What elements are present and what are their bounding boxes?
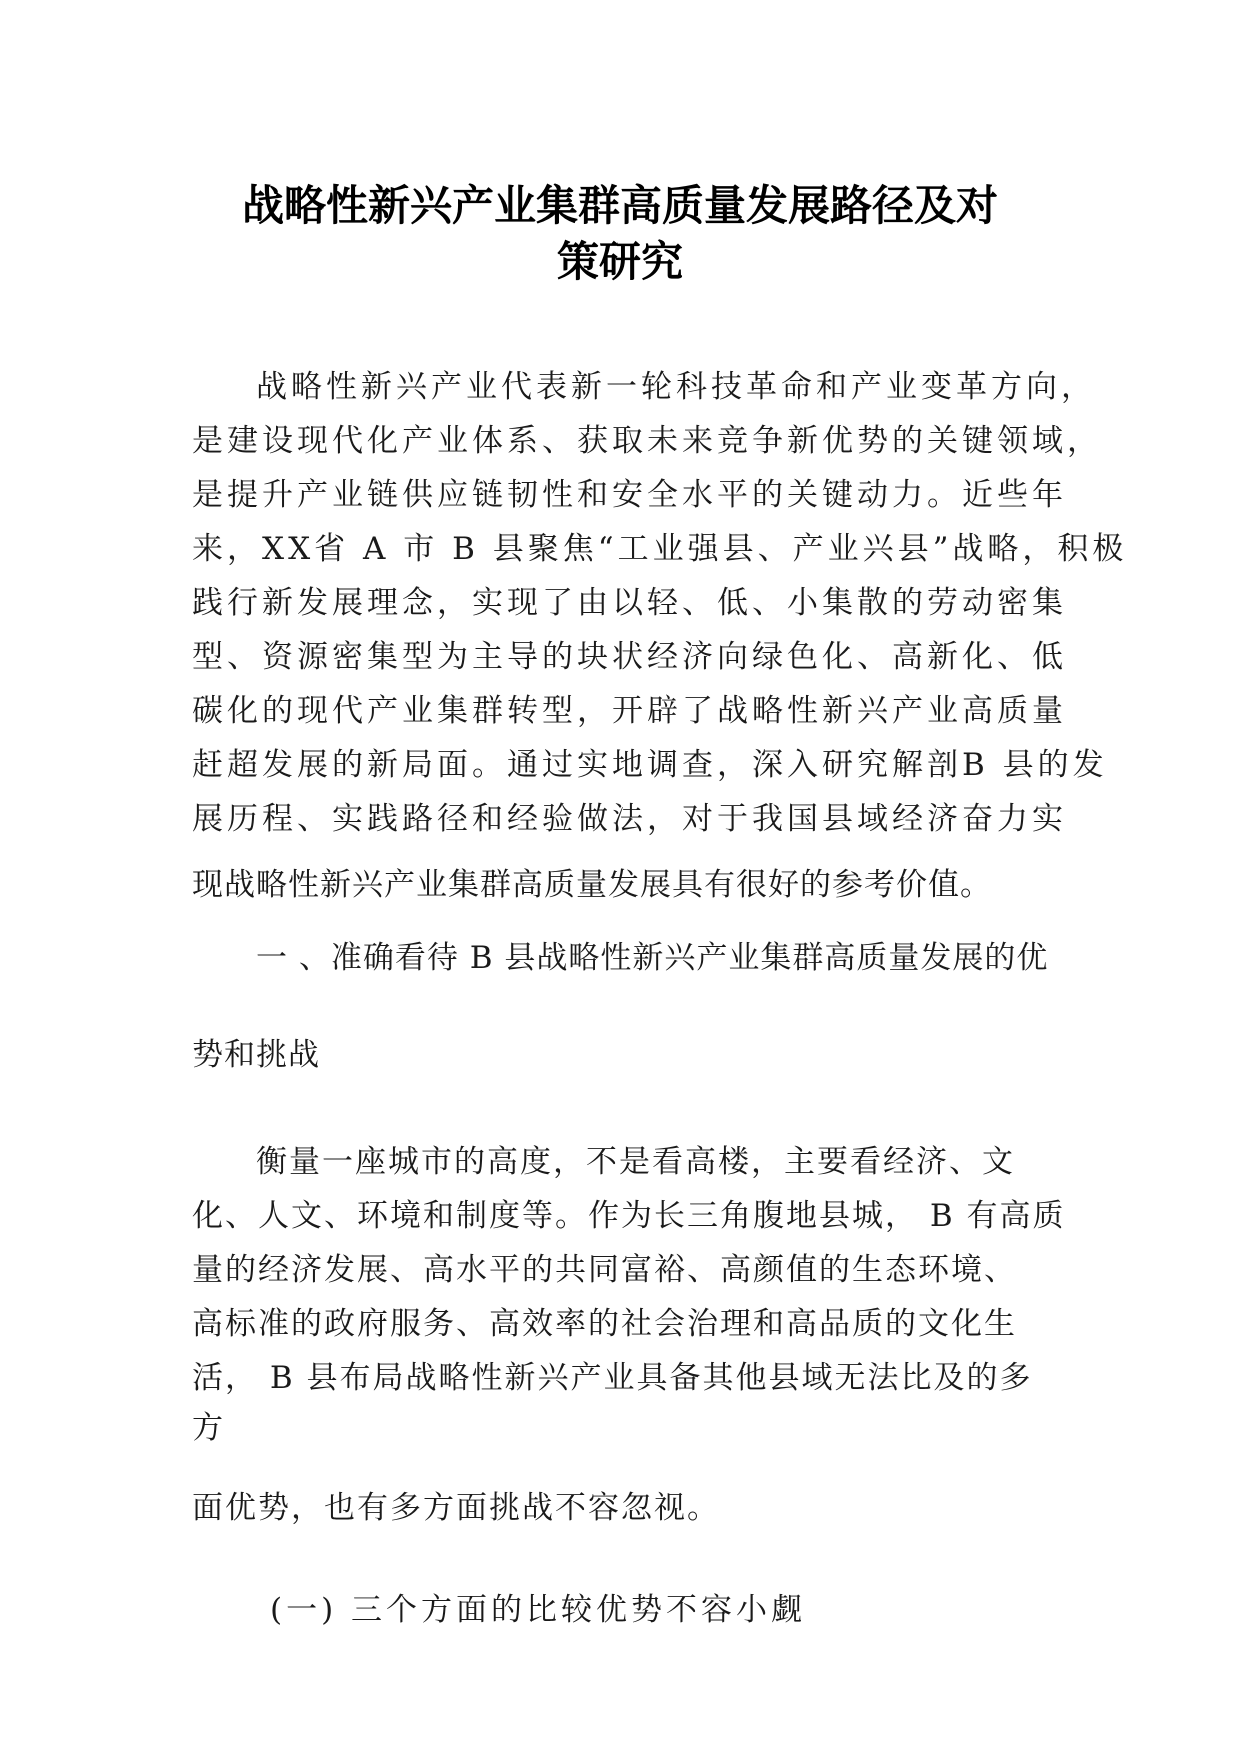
subsection-heading: (一) 三个方面的比较优势不容小觑 bbox=[270, 1592, 807, 1628]
document-title bbox=[150, 178, 1090, 290]
section-heading-line: 势和挑战 bbox=[192, 1037, 320, 1073]
title-line: 战略性新兴产业集群高质量发展路径及对 bbox=[241, 181, 998, 230]
intro-paragraph bbox=[192, 360, 1127, 912]
paragraph-line: 践行新发展理念，实现了由以轻、低、小集散的劳动密集 bbox=[192, 585, 1067, 621]
paragraph-line: 现战略性新兴产业集群高质量发展具有很好的参考价值。 bbox=[192, 867, 992, 903]
section-heading bbox=[192, 938, 1048, 1075]
paragraph-line: 碳化的现代产业集群转型，开辟了战略性新兴产业高质量 bbox=[192, 693, 1067, 729]
paragraph-line: 面优势，也有多方面挑战不容忽视。 bbox=[192, 1490, 720, 1526]
paragraph-line: 方 bbox=[192, 1410, 225, 1446]
paragraph-line: 是提升产业链供应链韧性和安全水平的关键动力。近些年 bbox=[192, 477, 1067, 513]
paragraph-line: 型、资源密集型为主导的块状经济向绿色化、高新化、低 bbox=[192, 639, 1067, 675]
paragraph-line: 化、人文、环境和制度等。作为长三角腹地县城， B 有高质 bbox=[192, 1198, 1066, 1234]
paragraph-line: 量的经济发展、高水平的共同富裕、高颜值的生态环境、 bbox=[192, 1252, 1017, 1288]
paragraph-line: 衡量一座城市的高度，不是看高楼，主要看经济、文 bbox=[256, 1144, 1015, 1180]
section-heading-line: 一 、准确看待 B 县战略性新兴产业集群高质量发展的优 bbox=[256, 940, 1049, 976]
paragraph-line: 展历程、实践路径和经验做法，对于我国县域经济奋力实 bbox=[192, 801, 1067, 837]
paragraph-line: 战略性新兴产业代表新一轮科技革命和产业变革方向， bbox=[256, 369, 1096, 405]
paragraph-line: 活， B 县布局战略性新兴产业具备其他县域无法比及的多 bbox=[192, 1360, 1033, 1396]
title-line: 策研究 bbox=[556, 237, 683, 286]
paragraph-line: 来，XX省 A 市 B 县聚焦“工业强县、产业兴县”战略，积极 bbox=[192, 531, 1128, 567]
paragraph-line: 是建设现代化产业体系、获取未来竞争新优势的关键领域， bbox=[192, 423, 1102, 459]
paragraph-line: 高标准的政府服务、高效率的社会治理和高品质的文化生 bbox=[192, 1306, 1017, 1342]
section-paragraph bbox=[192, 1135, 1066, 1535]
paragraph-line: 赶超发展的新局面。通过实地调查，深入研究解剖B 县的发 bbox=[192, 747, 1108, 783]
